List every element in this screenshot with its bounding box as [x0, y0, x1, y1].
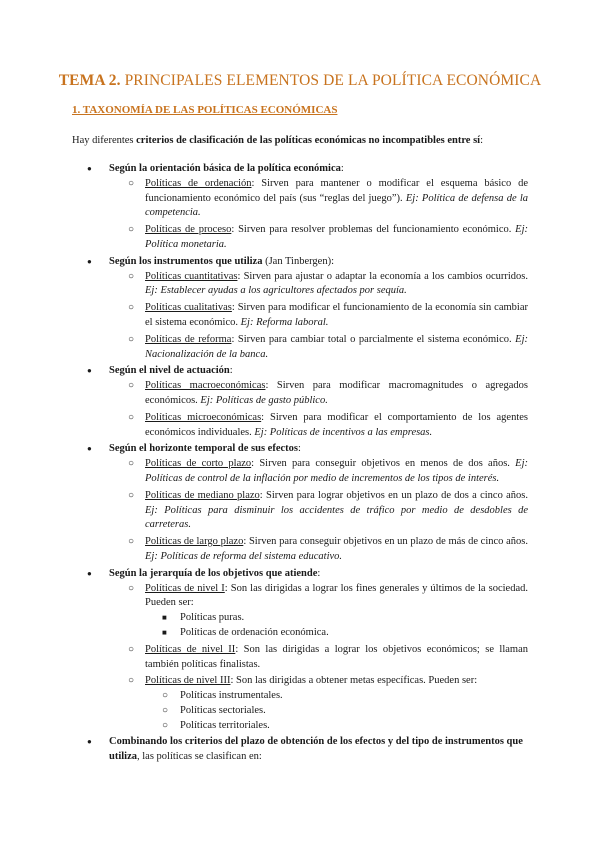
- policy-term: Políticas de ordenación: [145, 177, 252, 189]
- policy-description: : Sirven para resolver problemas del funcionamiento económico.: [231, 224, 516, 236]
- intro-bold: criterios de clasificación de las políticas económicas no incompatibles entre sí: [136, 135, 481, 146]
- criterion-extra: :: [297, 443, 301, 455]
- policy-term: Políticas microeconómicas: [145, 411, 262, 423]
- policy-description: : Sirven para cambiar total o parcialmente el sistema económico.: [231, 333, 516, 345]
- criterion-item: [72, 567, 528, 734]
- sub-policy-item: ■ Políticas de ordenación económica.: [72, 626, 528, 641]
- criterion-item: [72, 735, 528, 765]
- policy-example: Ej: Nacionalización de la banca.: [145, 333, 528, 360]
- policy-description: : Sirven para modificar macromagnitudes o agregados económicos.: [145, 380, 529, 406]
- title-text: PRINCIPALES ELEMENTOS DE LA POLÍTICA ECONÓMICA: [120, 72, 542, 89]
- policy-description: : Sirven para conseguir objetivos en menos de dos años.: [251, 458, 516, 470]
- policy-example: Ej: Políticas para disminuir los accidentes de tráfico por medio de desdobles de carreteras.: [145, 504, 528, 531]
- criterion-item: [72, 364, 528, 440]
- criterion-label: Según el horizonte temporal de sus efectos: [109, 443, 298, 455]
- policy-example: Ej: Establecer ayudas a los agricultores afectados por sequía.: [145, 285, 407, 297]
- policy-term: Políticas de largo plazo: [145, 536, 244, 548]
- criterion-label: Según el nivel de actuación: [109, 365, 230, 377]
- section-heading: 1. TAXONOMÍA DE LAS POLÍTICAS ECONÓMICAS: [72, 104, 338, 116]
- policy-example: Ej: Políticas de incentivos a las empresas.: [254, 426, 433, 438]
- policy-term: Políticas cualitativas: [145, 302, 232, 314]
- policy-list: [109, 177, 528, 253]
- criterion-extra: (Jan Tinbergen):: [262, 255, 335, 267]
- criterion-label: Según la jerarquía de los objetivos que atiende: [109, 567, 318, 579]
- policy-list: [109, 582, 528, 734]
- criterion-item: [72, 162, 528, 253]
- policy-item: [72, 177, 528, 221]
- policy-item: [72, 379, 528, 409]
- policy-item: [72, 535, 528, 565]
- policy-term: Políticas de mediano plazo: [145, 489, 260, 501]
- policy-term: Políticas de corto plazo: [145, 458, 252, 470]
- policy-term: Políticas de nivel II: [145, 643, 236, 655]
- policy-description: : Sirven para conseguir objetivos en un plazo de más de cinco años.: [243, 536, 529, 548]
- policy-description: : Son las dirigidas a lograr los fines generales y últimos de la sociedad. Pueden ser:: [145, 582, 528, 609]
- policy-item: [72, 489, 528, 533]
- criterion-item: [72, 442, 528, 564]
- policy-example: Ej: Políticas de gasto público.: [200, 394, 328, 406]
- policy-description: : Sirven para lograr objetivos en un plazo de dos a cinco años.: [259, 489, 528, 501]
- sub-policy-list: [145, 689, 528, 733]
- policy-description: : Sirven para modificar el funcionamiento de la economía sin cambiar el sistema económico.: [145, 302, 528, 328]
- policy-item: [72, 333, 528, 363]
- criterion-label: Según la orientación básica de la política económica: [109, 163, 341, 174]
- criterion-label: Combinando los criterios del plazo de obtención de los efectos y del tipo de instrumentos que utiliza: [109, 736, 523, 763]
- policy-item: [72, 582, 528, 641]
- criterion-label: Según los instrumentos que utiliza: [109, 255, 263, 267]
- page-title: [0, 72, 600, 90]
- intro-pre: Hay diferentes: [72, 135, 137, 146]
- policy-example: Ej: Política de defensa de la competencia.: [145, 192, 528, 219]
- policy-description: : Son las dirigidas a obtener metas específicas. Pueden ser:: [230, 675, 478, 687]
- policy-item: [72, 411, 528, 441]
- policy-term: Políticas de proceso: [145, 224, 232, 236]
- sub-policy-list: [145, 611, 528, 641]
- policy-list: [109, 457, 528, 565]
- policy-description: : Sirven para ajustar o adaptar la economía a los cambios ocurridos.: [237, 270, 528, 282]
- criterion-extra: :: [340, 163, 344, 174]
- policy-item: [72, 270, 528, 300]
- policy-description: : Sirven para modificar el comportamiento de los agentes económicos individuales.: [145, 411, 528, 438]
- policy-item: [72, 643, 528, 673]
- criteria-list-container: [72, 162, 528, 766]
- policy-term: Políticas macroeconómicas: [145, 380, 266, 392]
- sub-policy-item: ■ Políticas puras.: [72, 611, 528, 626]
- policy-item: [72, 674, 528, 733]
- criterion-extra: :: [229, 365, 233, 377]
- criterion-extra: :: [317, 567, 321, 579]
- policy-example: Ej: Políticas de reforma del sistema educativo.: [145, 550, 343, 562]
- policy-item: [72, 301, 528, 331]
- intro-post: :: [480, 135, 483, 146]
- policy-term: Políticas de nivel III: [145, 675, 231, 687]
- title-number: TEMA 2.: [58, 72, 121, 89]
- policy-example: Ej: Reforma laboral.: [240, 316, 329, 328]
- policy-example: Ej: Políticas de control de la inflación por medio de incrementos de los tipos de interés.: [145, 458, 528, 484]
- sub-policy-item: ○ Políticas instrumentales.: [72, 689, 528, 704]
- policy-term: Políticas de nivel I: [145, 582, 225, 594]
- criterion-item: [72, 255, 528, 363]
- intro-paragraph: [72, 135, 483, 146]
- policy-item: [72, 457, 528, 487]
- policy-description: : Sirven para mantener o modificar el esquema básico de funcionamiento económico del país (sus “reglas del juego”).: [145, 177, 528, 204]
- policy-example: Ej: Política monetaria.: [145, 224, 528, 250]
- policy-item: [72, 223, 528, 253]
- criteria-list: [72, 162, 528, 765]
- sub-policy-item: ○ Políticas sectoriales.: [72, 704, 528, 719]
- policy-list: [109, 270, 528, 363]
- policy-term: Políticas cuantitativas: [145, 270, 238, 282]
- policy-term: Políticas de reforma: [145, 333, 232, 345]
- criterion-extra: , las políticas se clasifican en:: [137, 751, 262, 763]
- policy-list: [109, 379, 528, 440]
- sub-policy-item: ○ Políticas territoriales.: [72, 719, 528, 734]
- policy-description: : Son las dirigidas a lograr los objetivos económicos; se llaman también políticas finalistas.: [145, 643, 528, 670]
